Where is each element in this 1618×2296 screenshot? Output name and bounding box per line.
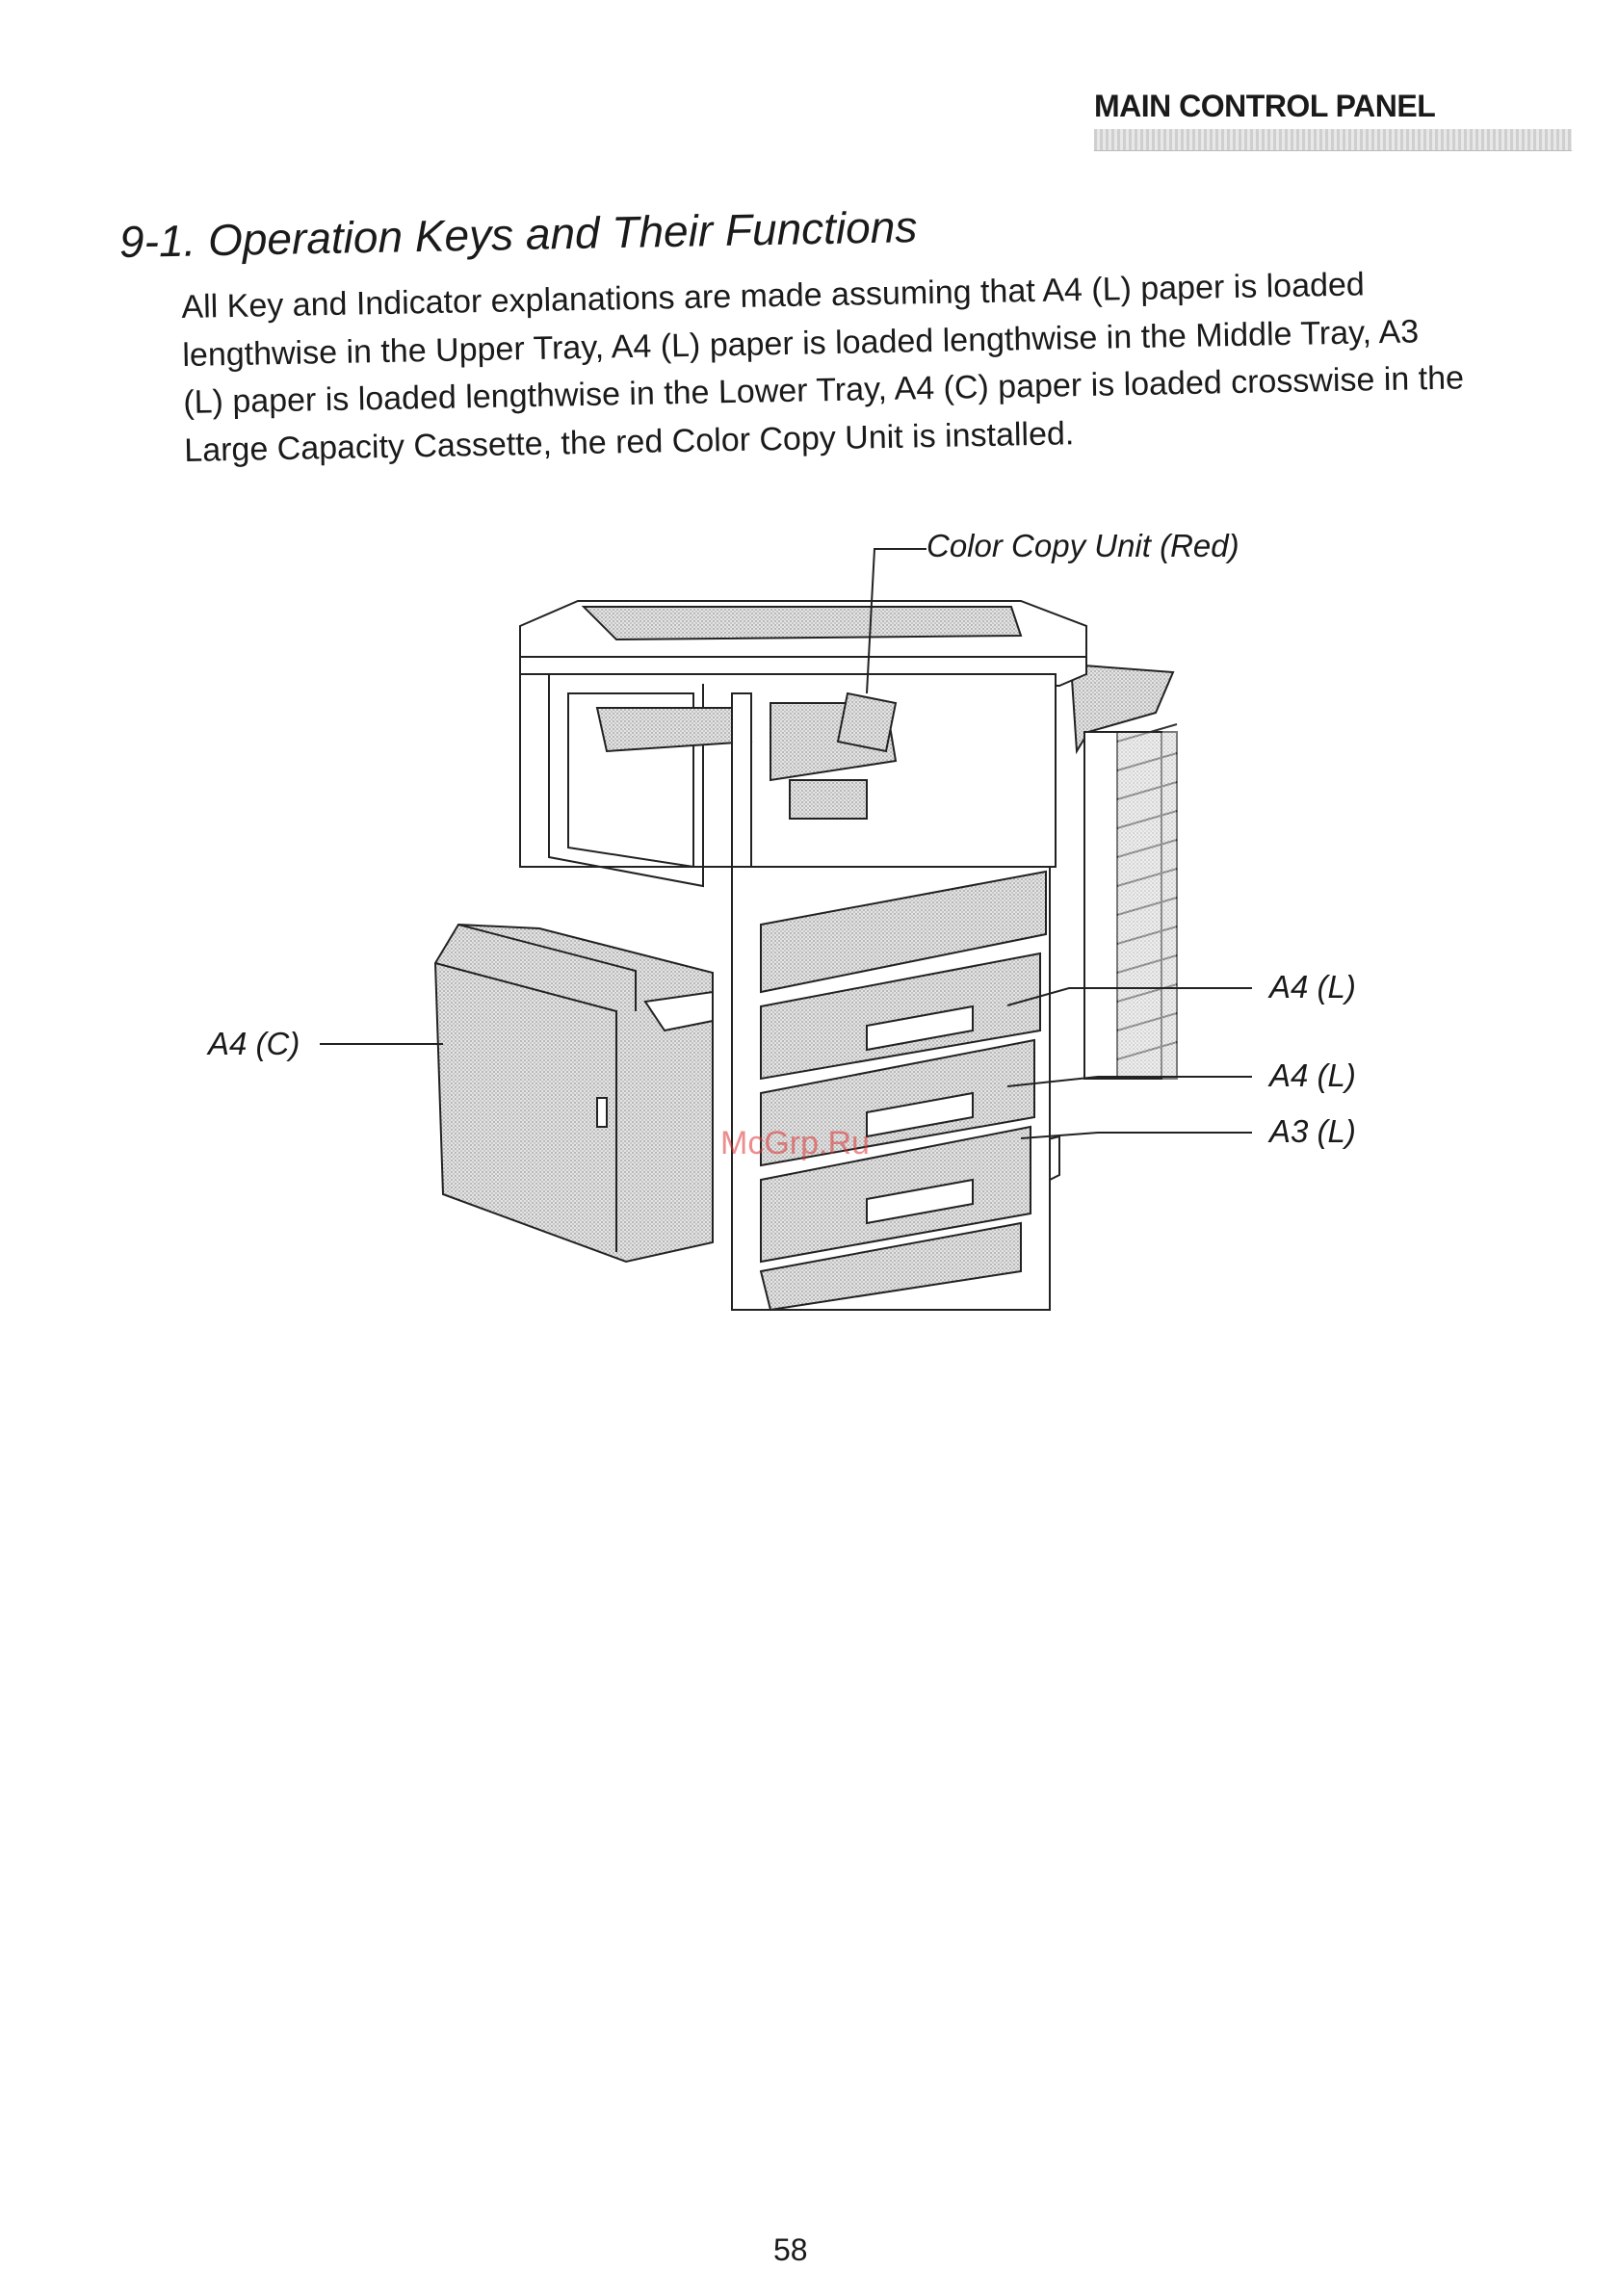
page-number: 58 (773, 2232, 808, 2267)
page-title: 9-1. Operation Keys and Their Functions (118, 201, 918, 267)
copier-top (520, 601, 1086, 686)
header-rule (1094, 129, 1572, 151)
label-middle-tray: A4 (L) (1269, 1057, 1356, 1093)
section-header: MAIN CONTROL PANEL (1094, 89, 1436, 123)
large-capacity-cassette (435, 925, 713, 1262)
label-color-copy-unit: Color Copy Unit (Red) (926, 528, 1240, 563)
label-lower-tray: A3 (L) (1269, 1113, 1356, 1149)
watermark: McGrp.Ru (720, 1125, 870, 1161)
copier-illustration (0, 520, 1618, 1329)
intro-paragraph: All Key and Indicator explanations are made assuming that A4 (L) paper is loaded lengthwise in the Upper Tray, A4 (L) paper is loaded lengthwise in the Middle Tray, A3 (L) paper is loaded lengthwise in the Lower Tray, A4 (C) paper is loaded crosswise in the Large Capacity Cassette, the red Color Copy Unit is installed. (181, 266, 1465, 469)
label-upper-tray: A4 (L) (1269, 969, 1356, 1004)
label-lcc: A4 (C) (208, 1026, 300, 1061)
paper-trays (732, 867, 1050, 1310)
